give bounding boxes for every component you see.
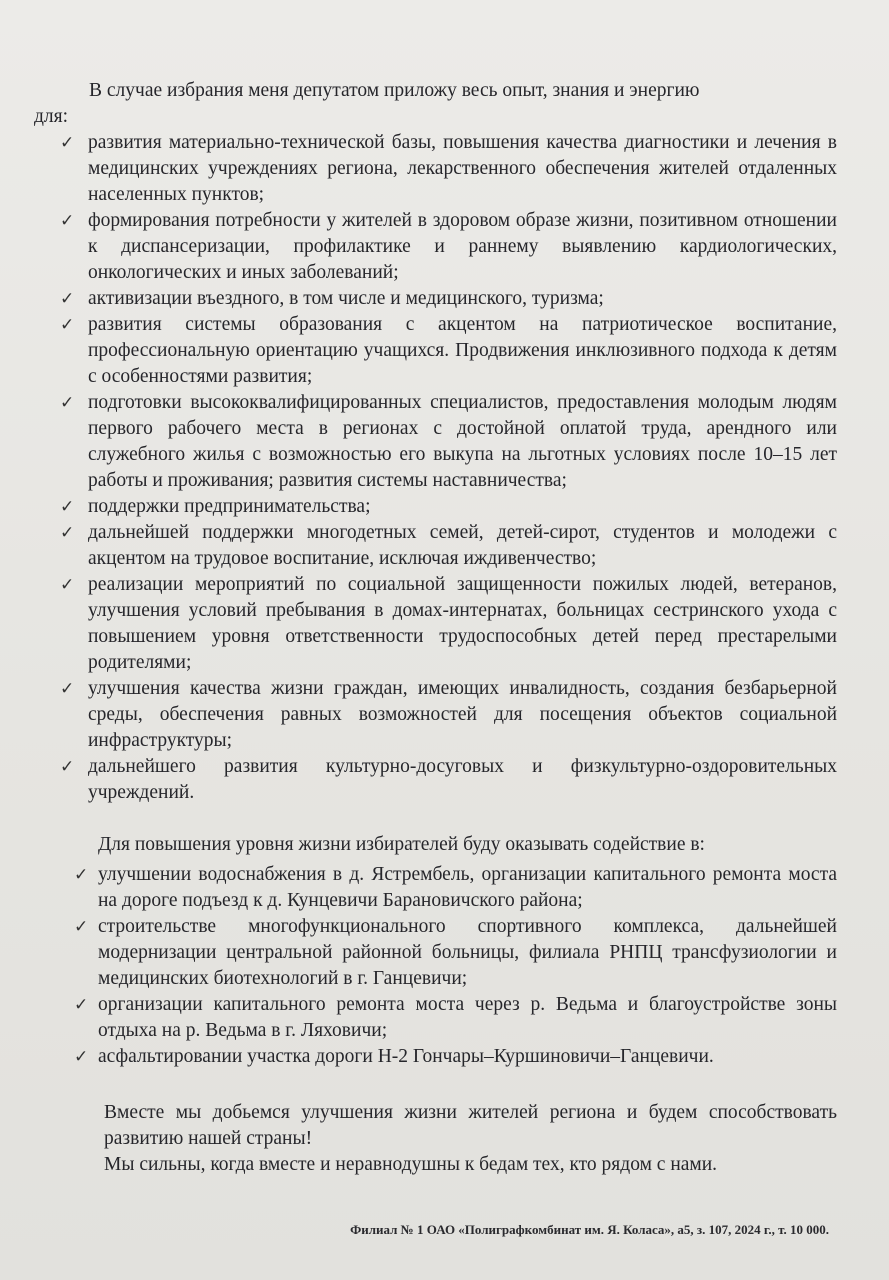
checkmark-icon: ✓ [74,1047,89,1067]
goal-item: ✓ развития системы образования с акцентом на патриотическое воспитание, профессиональную ориентацию учащихся. Продвижения инклюзивного подхода к детям с особенностями развития; [60,314,837,387]
closing-paragraph: Вместе мы добьемся улучшения жизни жителей региона и будем способствовать развитию нашей страны! [104,1102,837,1149]
checkmark-icon: ✓ [60,393,75,413]
goal-item: ✓ улучшения качества жизни граждан, имеющих инвалидность, создания безбарьерной среды, обеспечения равных возможностей для посещения объектов социальной инфраструктуры; [60,678,837,751]
goal-item: ✓ развития материально-технической базы, повышения качества диагностики и лечения в медицинских учреждениях региона, лекарственного обеспечения жителей отдаленных населенных пунктов; [60,132,837,205]
checkmark-icon: ✓ [60,315,75,335]
checkmark-icon: ✓ [60,575,75,595]
goal-item: ✓ поддержки предпринимательства; [34,494,837,520]
checkmark-icon: ✓ [74,865,89,885]
goals-list [34,130,837,806]
closing-block [34,1100,837,1178]
checkmark-icon: ✓ [74,995,89,1015]
goal-item: ✓ дальнейшей поддержки многодетных семей, детей-сирот, студентов и молодежи с акцентом на трудовое воспитание, исключая иждивенчество; [60,522,837,569]
support-item: ✓ организации капитального ремонта моста через р. Ведьма и благоустройстве зоны отдыха на р. Ведьма в г. Ляховичи; [74,994,837,1041]
checkmark-icon: ✓ [60,133,75,153]
checkmark-icon: ✓ [60,211,75,231]
goal-item: ✓ подготовки высококвалифицированных специалистов, предоставления молодым людям первого рабочего места в регионах с достойной оплатой труда, арендного или служебного жилья с возможностью его выкупа на льготных условиях после 10–15 лет работы и проживания; развития системы наставничества; [60,392,837,491]
support-item: ✓ строительстве многофункционального спортивного комплекса, дальнейшей модернизации центральной районной больницы, филиала РНПЦ трансфузиологии и медицинских биотехнологий в г. Ганцевичи; [74,916,837,989]
checkmark-icon: ✓ [74,917,89,937]
local-support-section [34,832,837,1070]
checkmark-icon: ✓ [60,679,75,699]
intro-for-word: для: [34,106,69,127]
support-item: ✓ улучшении водоснабжения в д. Ястрембель, организации капитального ремонта моста на дороге подъезд к д. Кунцевичи Барановичского района; [74,864,837,911]
goal-item: ✓ дальнейшего развития культурно-досуговых и физкультурно-оздоровительных учреждений. [60,756,837,803]
support-item: ✓ асфальтировании участка дороги Н-2 Гончары–Куршиновичи–Ганцевичи. [34,1044,837,1070]
intro-line: В случае избрания меня депутатом приложу весь опыт, знания и энергию [89,80,700,101]
checkmark-icon: ✓ [60,523,75,543]
local-support-list [34,862,837,1070]
print-imprint: Филиал № 1 ОАО «Полиграфкомбинат им. Я. Коласа», а5, з. 107, 2024 г., т. 10 000. [350,1222,829,1237]
checkmark-icon: ✓ [60,757,75,777]
goal-item: ✓ формирования потребности у жителей в здоровом образе жизни, позитивном отношении к диспансеризации, профилактике и раннему выявлению кардиологических, онкологических и иных заболеваний; [60,210,837,283]
checkmark-icon: ✓ [60,289,75,309]
closing-slogan: Мы сильны, когда вместе и неравнодушны к бедам тех, кто рядом с нами. [104,1154,718,1175]
goal-item: ✓ реализации мероприятий по социальной защищенности пожилых людей, ветеранов, улучшения условий пребывания в домах-интернатах, больницах сестринского ухода с повышением уровня ответственности трудоспособных детей перед престарелыми родителями; [60,574,837,673]
intro-paragraph [34,78,837,130]
checkmark-icon: ✓ [60,497,75,517]
goal-item: ✓ активизации въездного, в том числе и медицинского, туризма; [34,286,837,312]
section-lead: Для повышения уровня жизни избирателей буду оказывать содействие в: [98,834,705,855]
